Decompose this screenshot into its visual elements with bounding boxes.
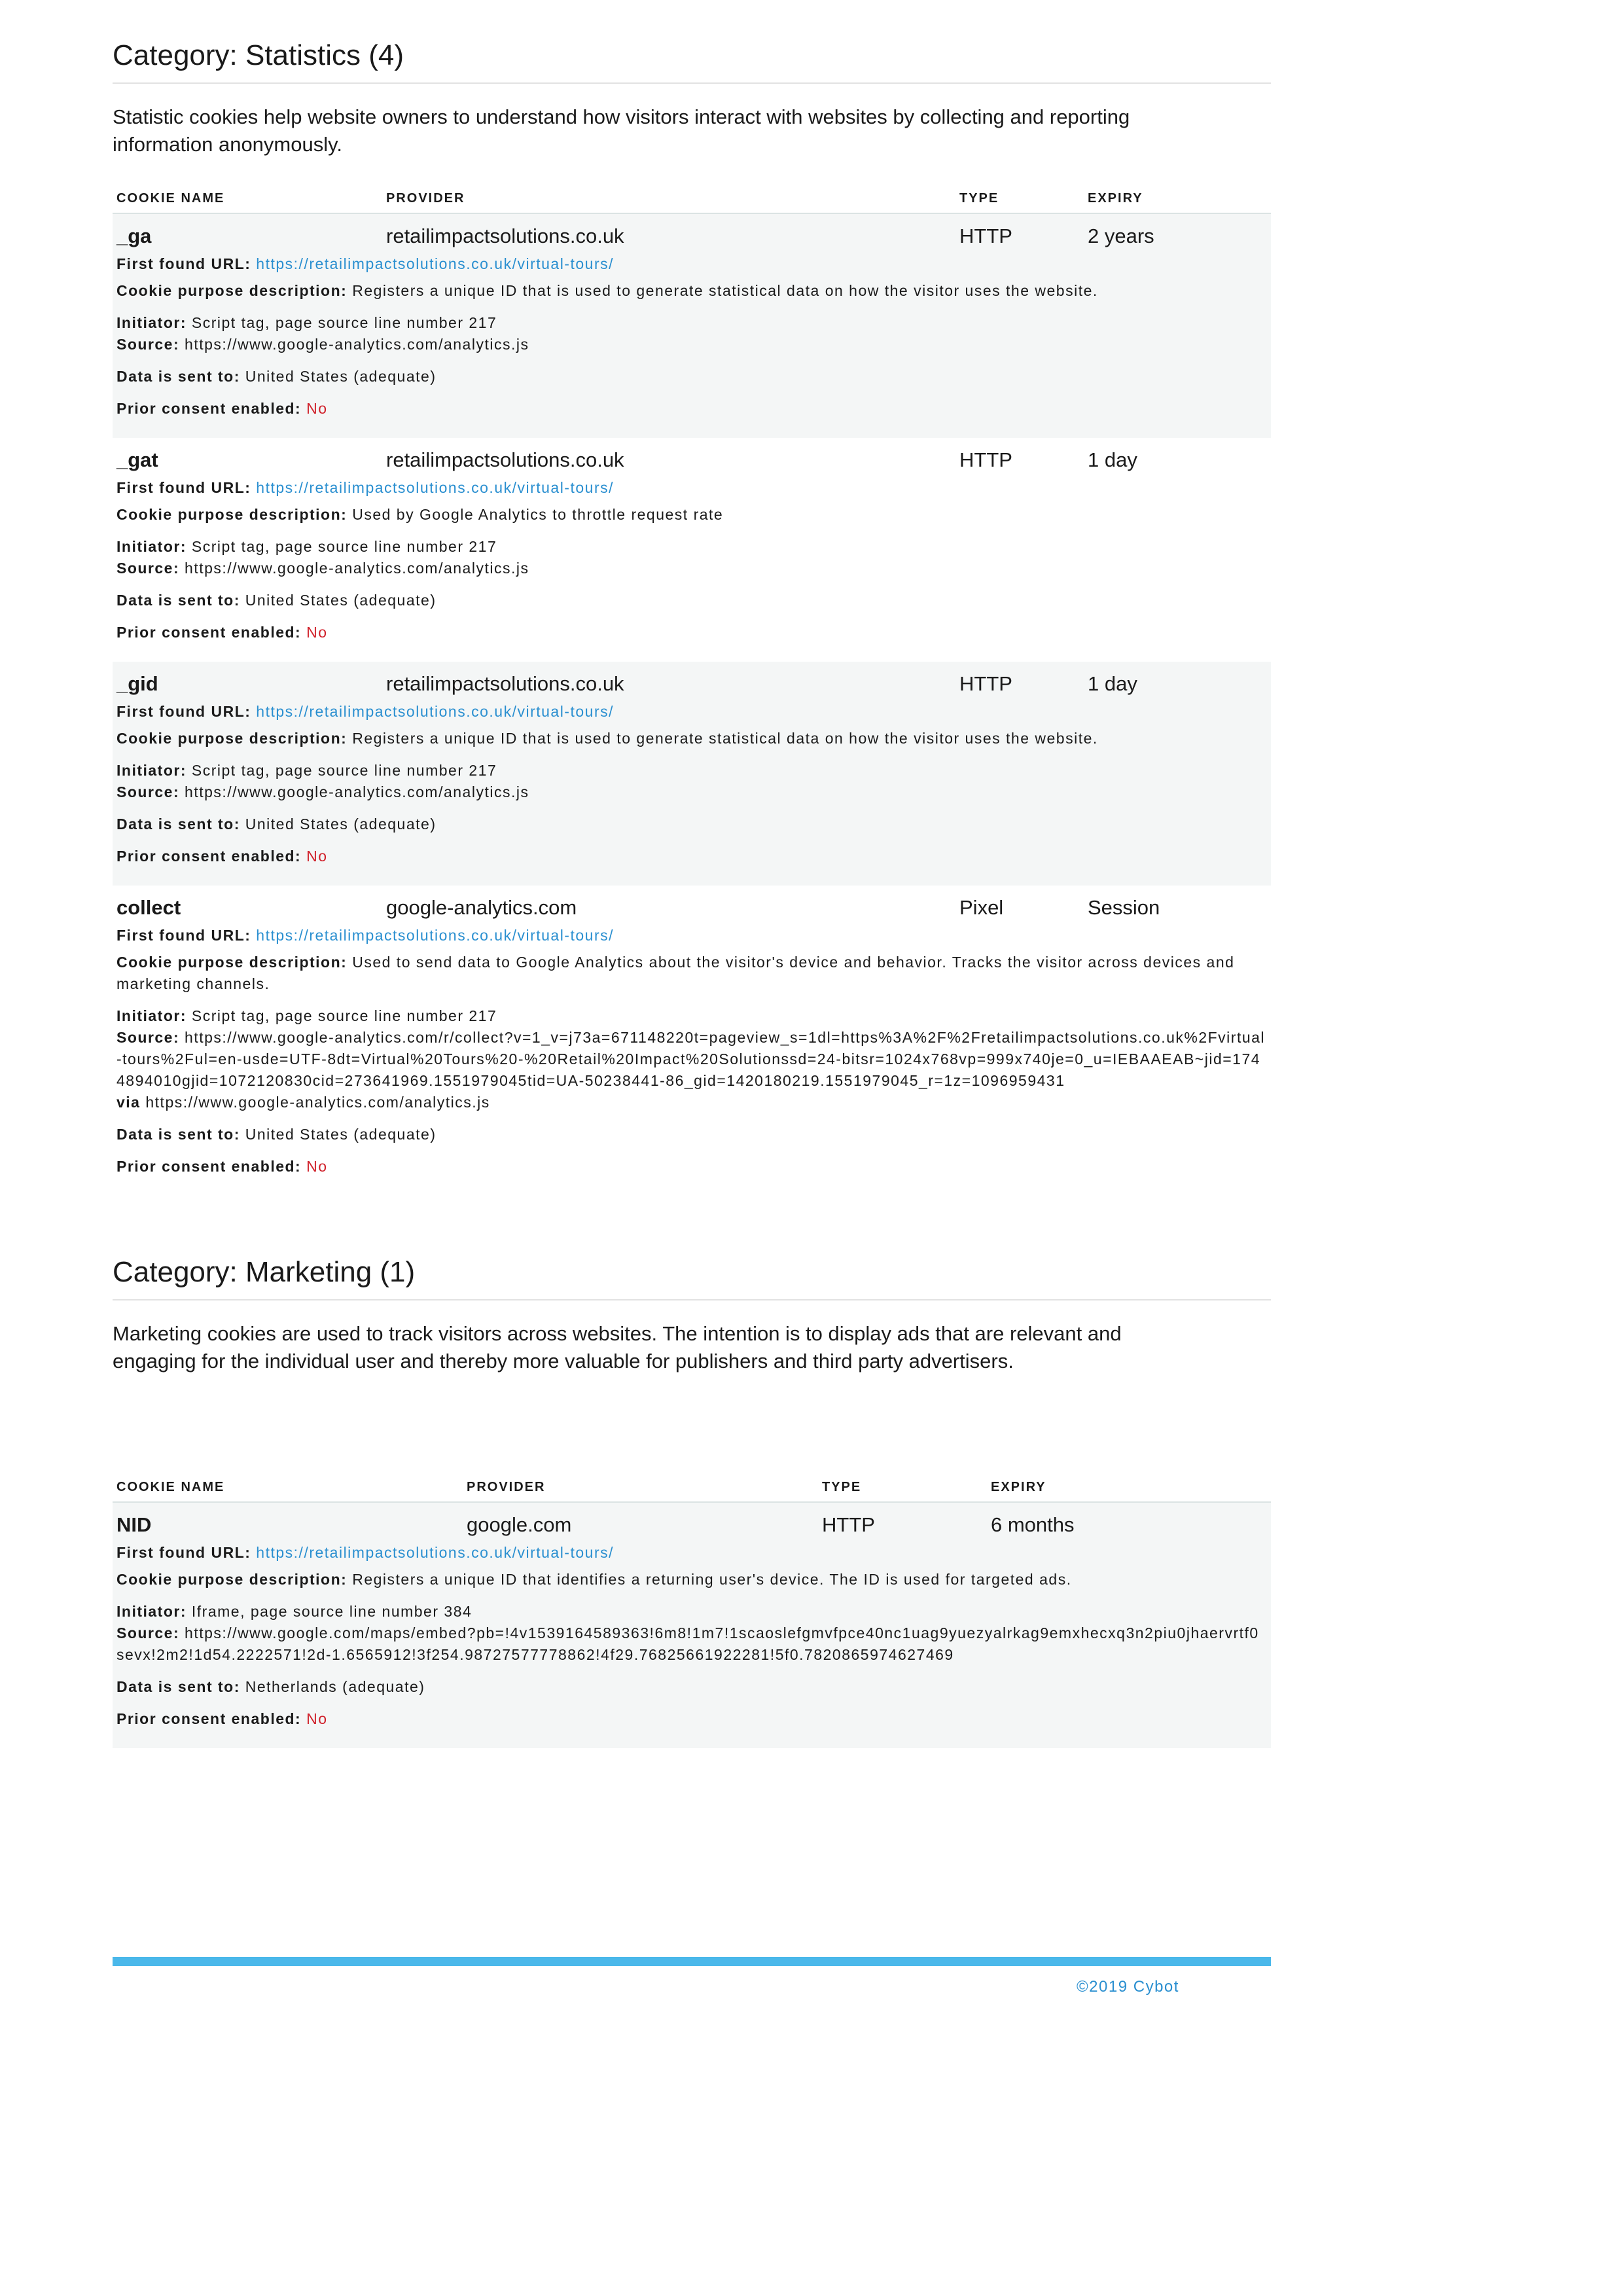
source-text: https://www.google-analytics.com/analytics.js xyxy=(185,783,529,800)
cookie-details-row xyxy=(113,253,1271,420)
purpose-text: Used by Google Analytics to throttle request rate xyxy=(352,506,724,523)
sent-to-text: United States (adequate) xyxy=(245,592,437,609)
source-line xyxy=(116,558,1267,579)
cookie-details-row xyxy=(113,1542,1271,1730)
first-found-url-label: First found URL: xyxy=(116,703,251,720)
via-label: via xyxy=(116,1094,141,1111)
prior-consent-line xyxy=(116,1156,1267,1177)
sent-to-line xyxy=(116,366,1267,387)
initiator-text: Iframe, page source line number 384 xyxy=(191,1603,473,1620)
initiator-text: Script tag, page source line number 217 xyxy=(191,1007,497,1024)
column-header-cookie-name: COOKIE NAME xyxy=(113,1480,463,1502)
prior-consent-value: No xyxy=(306,1158,328,1175)
column-header-type: TYPE xyxy=(818,1480,987,1502)
table-header-row xyxy=(113,191,1271,213)
cookie-name: collect xyxy=(116,896,181,919)
first-found-url-line xyxy=(116,701,1267,723)
first-found-url-label: First found URL: xyxy=(116,479,251,496)
first-found-url-link[interactable]: https://retailimpactsolutions.co.uk/virtual-tours/ xyxy=(256,479,614,496)
marketing-category-title: Category: Marketing (1) xyxy=(113,1256,1271,1300)
via-text: https://www.google-analytics.com/analytics.js xyxy=(145,1094,490,1111)
cookie-details-row xyxy=(113,925,1271,1177)
marketing-cookie-table xyxy=(113,1480,1271,1748)
table-row xyxy=(113,662,1271,701)
cookie-report-page xyxy=(113,39,1271,1748)
cookie-entry-collect xyxy=(113,886,1271,1177)
initiator-label: Initiator: xyxy=(116,1007,187,1024)
cookie-type: HTTP xyxy=(959,448,1012,471)
prior-consent-label: Prior consent enabled: xyxy=(116,848,302,865)
table-row xyxy=(113,886,1271,925)
purpose-line xyxy=(116,952,1267,995)
sent-to-label: Data is sent to: xyxy=(116,592,240,609)
column-header-type: TYPE xyxy=(955,191,1084,213)
table-row xyxy=(113,438,1271,477)
cookie-expiry: 1 day xyxy=(1088,448,1137,471)
sent-to-line xyxy=(116,1124,1267,1145)
initiator-text: Script tag, page source line number 217 xyxy=(191,314,497,331)
prior-consent-label: Prior consent enabled: xyxy=(116,1710,302,1727)
source-label: Source: xyxy=(116,560,180,577)
first-found-url-link[interactable]: https://retailimpactsolutions.co.uk/virtual-tours/ xyxy=(256,255,614,272)
cookie-entry-gat xyxy=(113,438,1271,662)
cookie-provider: google-analytics.com xyxy=(386,896,577,919)
prior-consent-label: Prior consent enabled: xyxy=(116,1158,302,1175)
sent-to-label: Data is sent to: xyxy=(116,1126,240,1143)
source-line xyxy=(116,1027,1267,1092)
purpose-label: Cookie purpose description: xyxy=(116,954,348,971)
footer-accent-bar xyxy=(113,1957,1271,1966)
purpose-label: Cookie purpose description: xyxy=(116,1571,348,1588)
source-line xyxy=(116,1623,1267,1666)
cookie-type: HTTP xyxy=(822,1513,875,1536)
prior-consent-line xyxy=(116,622,1267,643)
initiator-line xyxy=(116,1005,1267,1027)
prior-consent-label: Prior consent enabled: xyxy=(116,624,302,641)
first-found-url-label: First found URL: xyxy=(116,927,251,944)
cookie-provider: google.com xyxy=(467,1513,572,1536)
sent-to-text: United States (adequate) xyxy=(245,368,437,385)
first-found-url-label: First found URL: xyxy=(116,1544,251,1561)
cookie-type: Pixel xyxy=(959,896,1004,919)
sent-to-text: United States (adequate) xyxy=(245,816,437,833)
cookie-name: NID xyxy=(116,1513,152,1536)
cookie-type: HTTP xyxy=(959,224,1012,247)
source-text: https://www.google-analytics.com/analytics.js xyxy=(185,336,529,353)
cookie-provider: retailimpactsolutions.co.uk xyxy=(386,672,624,695)
cookie-expiry: 6 months xyxy=(991,1513,1075,1536)
cookie-name: _gat xyxy=(116,448,158,471)
initiator-line xyxy=(116,312,1267,334)
table-row xyxy=(113,1502,1271,1542)
prior-consent-line xyxy=(116,398,1267,420)
initiator-label: Initiator: xyxy=(116,314,187,331)
purpose-line xyxy=(116,1569,1267,1590)
sent-to-label: Data is sent to: xyxy=(116,816,240,833)
prior-consent-label: Prior consent enabled: xyxy=(116,400,302,417)
first-found-url-line xyxy=(116,253,1267,275)
purpose-text: Used to send data to Google Analytics about the visitor's device and behavior. Tracks the visitor across devices and marketing channels. xyxy=(116,954,1235,992)
column-header-expiry: EXPIRY xyxy=(987,1480,1271,1502)
cookie-expiry: 1 day xyxy=(1088,672,1137,695)
marketing-category-description: Marketing cookies are used to track visitors across websites. The intention is to display ads that are relevant and engaging for the individual user and thereby more valuable for publishers and third party advertisers. xyxy=(113,1322,1122,1372)
source-line xyxy=(116,781,1267,803)
prior-consent-line xyxy=(116,1708,1267,1730)
prior-consent-value: No xyxy=(306,624,328,641)
initiator-line xyxy=(116,536,1267,558)
source-label: Source: xyxy=(116,783,180,800)
initiator-label: Initiator: xyxy=(116,762,187,779)
sent-to-line xyxy=(116,590,1267,611)
prior-consent-line xyxy=(116,846,1267,867)
sent-to-text: United States (adequate) xyxy=(245,1126,437,1143)
source-text: https://www.google.com/maps/embed?pb=!4v1539164589363!6m8!1m7!1scaoslefgmvfpce40nc1uag9yuezyalrkag9emxhecxq3n2piu0jhaervrtf0sevx!2m2!1d54.2222571!2d-1.6565912!3f254.98727577778862!4f29.76825661922281!5f0.7820865974627469 xyxy=(116,1624,1259,1663)
first-found-url-line xyxy=(116,925,1267,946)
cookie-expiry: 2 years xyxy=(1088,224,1154,247)
cookie-entry-nid xyxy=(113,1502,1271,1748)
cookie-provider: retailimpactsolutions.co.uk xyxy=(386,224,624,247)
first-found-url-link[interactable]: https://retailimpactsolutions.co.uk/virtual-tours/ xyxy=(256,927,614,944)
prior-consent-value: No xyxy=(306,848,328,865)
sent-to-text: Netherlands (adequate) xyxy=(245,1678,425,1695)
purpose-label: Cookie purpose description: xyxy=(116,730,348,747)
initiator-label: Initiator: xyxy=(116,538,187,555)
first-found-url-link[interactable]: https://retailimpactsolutions.co.uk/virtual-tours/ xyxy=(256,703,614,720)
prior-consent-value: No xyxy=(306,400,328,417)
initiator-line xyxy=(116,1601,1267,1623)
sent-to-label: Data is sent to: xyxy=(116,1678,240,1695)
first-found-url-label: First found URL: xyxy=(116,255,251,272)
initiator-line xyxy=(116,760,1267,781)
column-header-provider: PROVIDER xyxy=(382,191,955,213)
initiator-label: Initiator: xyxy=(116,1603,187,1620)
source-label: Source: xyxy=(116,1029,180,1046)
sent-to-line xyxy=(116,1676,1267,1698)
purpose-line xyxy=(116,280,1267,302)
cookie-entry-ga xyxy=(113,213,1271,438)
source-label: Source: xyxy=(116,1624,180,1641)
purpose-label: Cookie purpose description: xyxy=(116,282,348,299)
source-label: Source: xyxy=(116,336,180,353)
purpose-label: Cookie purpose description: xyxy=(116,506,348,523)
cookie-expiry: Session xyxy=(1088,896,1160,919)
via-line xyxy=(116,1092,1267,1113)
purpose-line xyxy=(116,504,1267,526)
statistics-cookie-table xyxy=(113,191,1271,1177)
cookie-entry-gid xyxy=(113,662,1271,886)
initiator-text: Script tag, page source line number 217 xyxy=(191,538,497,555)
first-found-url-link[interactable]: https://retailimpactsolutions.co.uk/virtual-tours/ xyxy=(256,1544,614,1561)
footer-copyright: ©2019 Cybot xyxy=(1077,1978,1179,1996)
initiator-text: Script tag, page source line number 217 xyxy=(191,762,497,779)
cookie-name: _ga xyxy=(116,224,152,247)
purpose-text: Registers a unique ID that is used to generate statistical data on how the visitor uses the website. xyxy=(352,730,1098,747)
cookie-type: HTTP xyxy=(959,672,1012,695)
column-header-cookie-name: COOKIE NAME xyxy=(113,191,382,213)
statistics-category-title: Category: Statistics (4) xyxy=(113,39,1271,84)
cookie-details-row xyxy=(113,477,1271,643)
source-line xyxy=(116,334,1267,355)
purpose-text: Registers a unique ID that identifies a returning user's device. The ID is used for targeted ads. xyxy=(352,1571,1072,1588)
sent-to-line xyxy=(116,814,1267,835)
column-header-expiry: EXPIRY xyxy=(1084,191,1271,213)
first-found-url-line xyxy=(116,477,1267,499)
source-text: https://www.google-analytics.com/r/collect?v=1_v=j73a=671148220t=pageview_s=1dl=https%3A%2F%2Fretailimpactsolutions.co.uk%2Fvirtual-tours%2Ful=en-usde=UTF-8dt=Virtual%20Tours%20-%20Retail%20Impact%20Solutionssd=24-bitsr=1024x768vp=999x740je=0_u=IEBAAEAB~jid=1744894010gjid=1072120830cid=273641969.1551979045tid=UA-50238441-86_gid=1420180219.1551979045_r=1z=1096959431 xyxy=(116,1029,1266,1089)
prior-consent-value: No xyxy=(306,1710,328,1727)
statistics-category-description: Statistic cookies help website owners to understand how visitors interact with websites by collecting and reporting information anonymously. xyxy=(113,105,1130,156)
table-header-row xyxy=(113,1480,1271,1502)
first-found-url-line xyxy=(116,1542,1267,1564)
column-header-provider: PROVIDER xyxy=(463,1480,818,1502)
table-row xyxy=(113,213,1271,253)
sent-to-label: Data is sent to: xyxy=(116,368,240,385)
cookie-provider: retailimpactsolutions.co.uk xyxy=(386,448,624,471)
purpose-line xyxy=(116,728,1267,749)
cookie-name: _gid xyxy=(116,672,158,695)
purpose-text: Registers a unique ID that is used to generate statistical data on how the visitor uses the website. xyxy=(352,282,1098,299)
source-text: https://www.google-analytics.com/analytics.js xyxy=(185,560,529,577)
cookie-details-row xyxy=(113,701,1271,867)
